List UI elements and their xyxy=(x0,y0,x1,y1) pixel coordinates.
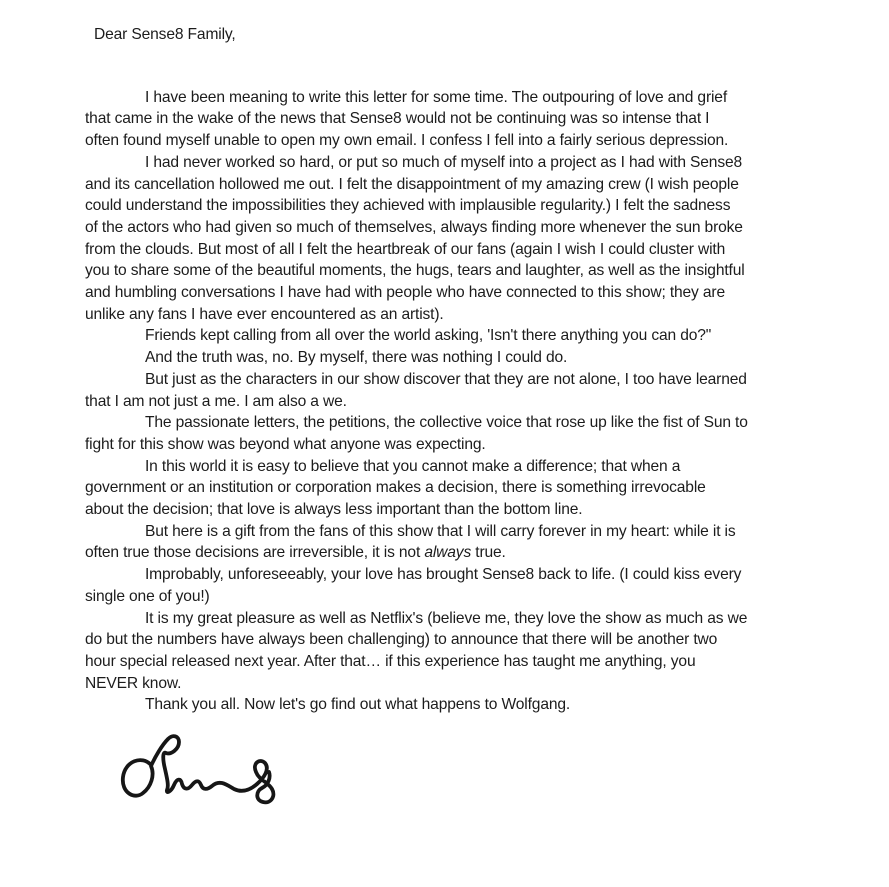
letter-line: you to share some of the beautiful moments, the hugs, tears and laughter, as well as the insightful xyxy=(85,262,745,280)
letter-line: do but the numbers have always been challenging) to announce that there will be another two xyxy=(85,631,718,649)
letter-line: The passionate letters, the petitions, the collective voice that rose up like the fist of Sun to xyxy=(145,414,748,432)
paragraph xyxy=(85,608,845,695)
letter-line: It is my great pleasure as well as Netflix's (believe me, they love the show as much as we xyxy=(145,609,748,627)
letter-line: often found myself unable to open my own email. I confess I fell into a fairly serious depression. xyxy=(85,132,729,150)
paragraph xyxy=(85,152,845,326)
letter-line: Improbably, unforeseeably, your love has brought Sense8 back to life. (I could kiss every xyxy=(145,566,742,584)
letter-line: and humbling conversations I have had with people who have connected to this show; they are xyxy=(85,284,725,302)
letter xyxy=(85,24,845,811)
signature xyxy=(118,733,288,811)
letter-line: And the truth was, no. By myself, there was nothing I could do. xyxy=(145,349,568,367)
letter-line: NEVER know. xyxy=(85,674,182,692)
paragraph xyxy=(85,521,845,564)
paragraph xyxy=(85,564,845,607)
letter-line: single one of you!) xyxy=(85,587,210,605)
salutation: Dear Sense8 Family, xyxy=(94,26,236,43)
paragraph xyxy=(85,369,845,412)
letter-line: that came in the wake of the news that Sense8 would not be continuing was so intense that I xyxy=(85,110,710,128)
letter-line: But just as the characters in our show discover that they are not alone, I too have learned xyxy=(145,370,747,388)
letter-line: Thank you all. Now let's go find out what happens to Wolfgang. xyxy=(145,696,571,714)
letter-body xyxy=(85,87,845,716)
letter-line: I had never worked so hard, or put so much of myself into a project as I had with Sense8 xyxy=(145,153,743,171)
signature-lana-icon xyxy=(118,733,288,811)
letter-line: I have been meaning to write this letter for some time. The outpouring of love and grief xyxy=(145,88,728,106)
letter-line: Friends kept calling from all over the world asking, 'Isn't there anything you can do?" xyxy=(145,327,712,345)
letter-line: from the clouds. But most of all I felt the heartbreak of our fans (again I wish I could cluster with xyxy=(85,240,726,258)
letter-line: unlike any fans I have ever encountered as an artist). xyxy=(85,305,444,323)
paragraph xyxy=(85,694,845,716)
letter-line: about the decision; that love is always less important than the bottom line. xyxy=(85,501,583,519)
letter-line: fight for this show was beyond what anyone was expecting. xyxy=(85,435,486,453)
paragraph xyxy=(85,456,845,521)
paragraph xyxy=(85,87,845,152)
letter-line: government or an institution or corporation makes a decision, there is something irrevocable xyxy=(85,479,706,497)
letter-line: could understand the impossibilities they achieved with implausible regularity.) I felt the sadness xyxy=(85,197,731,215)
paragraph xyxy=(85,347,845,369)
paragraph xyxy=(85,412,845,455)
letter-line: hour special released next year. After that… if this experience has taught me anything, you xyxy=(85,652,696,670)
letter-line: that I am not just a me. I am also a we. xyxy=(85,392,347,410)
letter-line: and its cancellation hollowed me out. I felt the disappointment of my amazing crew (I wish people xyxy=(85,175,739,193)
letter-line: of the actors who had given so much of themselves, always finding more whenever the sun broke xyxy=(85,218,743,236)
paragraph xyxy=(85,325,845,347)
letter-line: But here is a gift from the fans of this show that I will carry forever in my heart: while it is xyxy=(145,522,736,540)
letter-line: In this world it is easy to believe that you cannot make a difference; that when a xyxy=(145,457,681,475)
letter-line: often true those decisions are irreversible, it is not always true. xyxy=(85,544,506,562)
